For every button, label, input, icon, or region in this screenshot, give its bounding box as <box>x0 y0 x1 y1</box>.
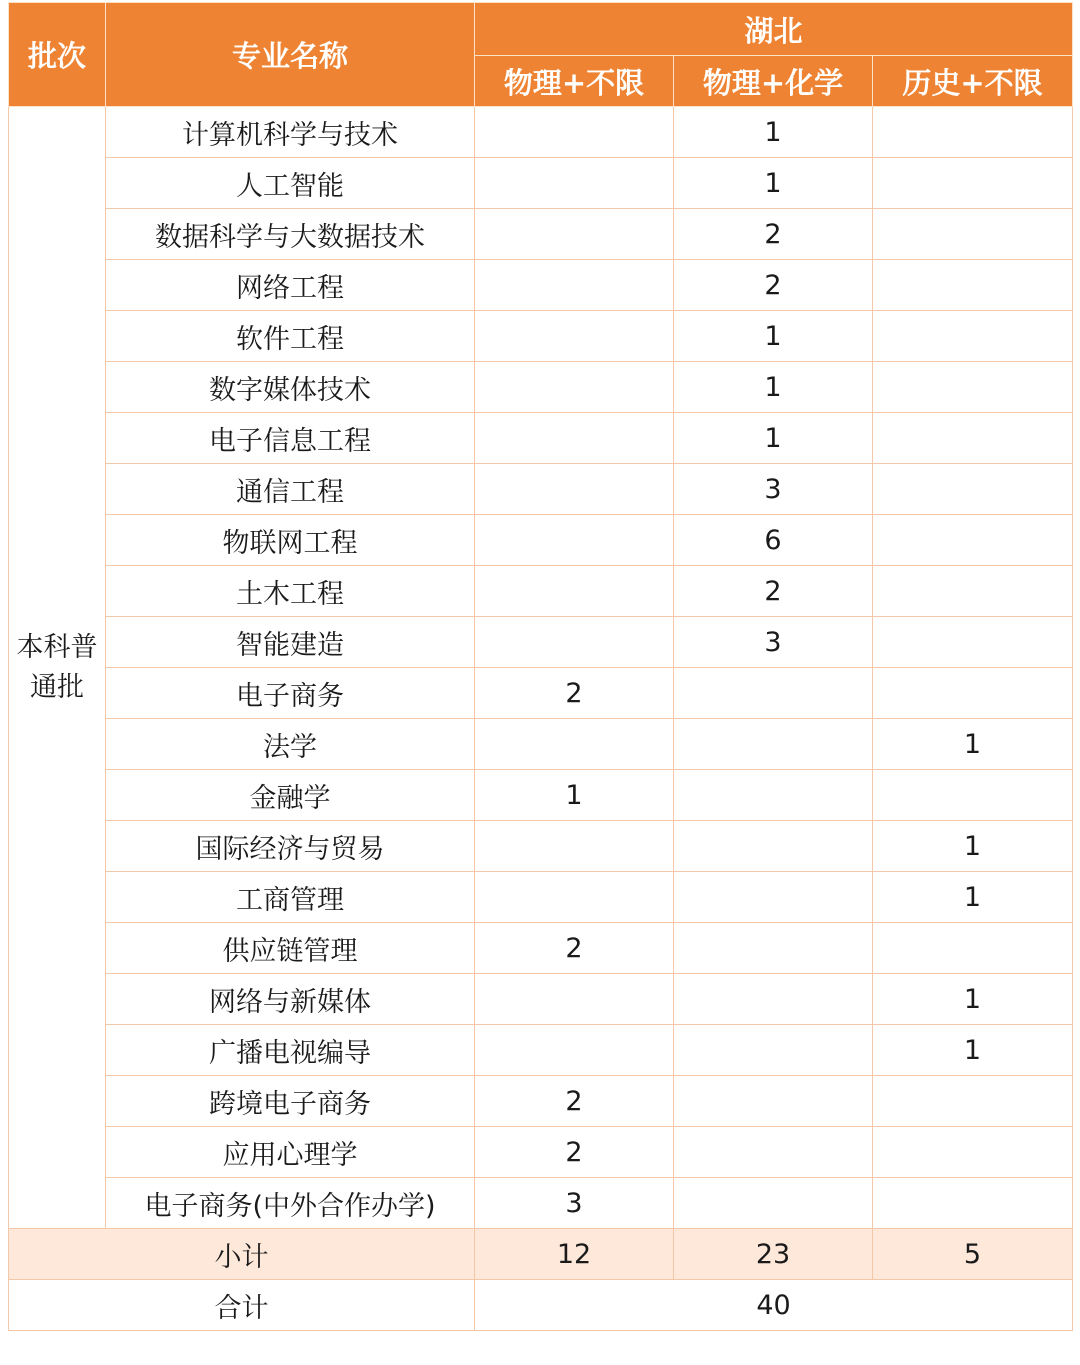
quota-cell: 2 <box>674 566 873 617</box>
quota-cell <box>475 566 674 617</box>
quota-cell <box>475 1025 674 1076</box>
quota-cell <box>674 1127 873 1178</box>
major-name-cell: 软件工程 <box>106 311 475 362</box>
quota-cell: 2 <box>475 668 674 719</box>
quota-cell <box>873 770 1073 821</box>
total-row <box>9 1280 1073 1331</box>
header-major: 专业名称 <box>106 3 475 107</box>
quota-cell <box>674 1025 873 1076</box>
table-row <box>9 413 1073 464</box>
major-name-cell: 工商管理 <box>106 872 475 923</box>
table-row <box>9 260 1073 311</box>
major-name-cell: 物联网工程 <box>106 515 475 566</box>
major-name-cell: 计算机科学与技术 <box>106 107 475 158</box>
subtotal-value: 12 <box>475 1229 674 1280</box>
table-row <box>9 1076 1073 1127</box>
quota-cell: 3 <box>674 617 873 668</box>
table-row <box>9 566 1073 617</box>
quota-cell: 2 <box>475 1127 674 1178</box>
table-row <box>9 1127 1073 1178</box>
quota-cell <box>475 974 674 1025</box>
major-name-cell: 土木工程 <box>106 566 475 617</box>
quota-cell <box>674 719 873 770</box>
table-row <box>9 668 1073 719</box>
table-row <box>9 311 1073 362</box>
quota-cell: 1 <box>873 821 1073 872</box>
subtotal-value: 5 <box>873 1229 1073 1280</box>
major-name-cell: 国际经济与贸易 <box>106 821 475 872</box>
quota-cell <box>674 1178 873 1229</box>
quota-cell <box>475 209 674 260</box>
total-label: 合计 <box>9 1280 475 1331</box>
subtotal-value: 23 <box>674 1229 873 1280</box>
quota-cell <box>475 362 674 413</box>
major-name-cell: 通信工程 <box>106 464 475 515</box>
table-row <box>9 617 1073 668</box>
quota-cell: 1 <box>873 974 1073 1025</box>
quota-cell <box>475 821 674 872</box>
batch-name: 本科普通批 <box>16 631 98 703</box>
major-name-cell: 数字媒体技术 <box>106 362 475 413</box>
quota-cell <box>475 260 674 311</box>
quota-cell: 1 <box>674 158 873 209</box>
quota-cell <box>873 107 1073 158</box>
quota-cell: 1 <box>475 770 674 821</box>
quota-cell <box>873 311 1073 362</box>
quota-cell: 3 <box>674 464 873 515</box>
quota-cell <box>674 974 873 1025</box>
table-row <box>9 464 1073 515</box>
quota-cell <box>475 413 674 464</box>
quota-cell <box>674 923 873 974</box>
major-name-cell: 金融学 <box>106 770 475 821</box>
quota-cell: 6 <box>674 515 873 566</box>
major-name-cell: 应用心理学 <box>106 1127 475 1178</box>
quota-cell <box>873 464 1073 515</box>
table-row <box>9 515 1073 566</box>
table-row <box>9 872 1073 923</box>
quota-cell: 2 <box>475 923 674 974</box>
quota-cell <box>873 1127 1073 1178</box>
quota-cell <box>475 158 674 209</box>
quota-cell: 1 <box>873 872 1073 923</box>
quota-cell <box>873 617 1073 668</box>
quota-cell <box>674 1076 873 1127</box>
major-name-cell: 人工智能 <box>106 158 475 209</box>
quota-cell <box>873 515 1073 566</box>
quota-cell <box>873 566 1073 617</box>
table-row <box>9 362 1073 413</box>
quota-cell <box>674 872 873 923</box>
major-name-cell: 跨境电子商务 <box>106 1076 475 1127</box>
major-name-cell: 广播电视编导 <box>106 1025 475 1076</box>
quota-cell: 1 <box>873 1025 1073 1076</box>
quota-cell <box>674 821 873 872</box>
quota-cell <box>873 1178 1073 1229</box>
table-row <box>9 158 1073 209</box>
table-row <box>9 1025 1073 1076</box>
quota-cell <box>475 107 674 158</box>
major-name-cell: 法学 <box>106 719 475 770</box>
major-name-cell: 网络工程 <box>106 260 475 311</box>
table-row <box>9 974 1073 1025</box>
quota-cell: 2 <box>674 260 873 311</box>
batch-name-cell <box>9 107 106 1229</box>
quota-cell <box>674 668 873 719</box>
quota-cell <box>475 719 674 770</box>
major-name-cell: 智能建造 <box>106 617 475 668</box>
quota-cell: 1 <box>873 719 1073 770</box>
quota-cell <box>873 158 1073 209</box>
subtotal-label: 小计 <box>9 1229 475 1280</box>
subtotal-row <box>9 1229 1073 1280</box>
quota-cell <box>873 260 1073 311</box>
quota-cell <box>873 668 1073 719</box>
header-subject-history-any: 历史+不限 <box>873 56 1073 107</box>
enrollment-plan-table <box>8 2 1073 1331</box>
major-name-cell: 电子商务(中外合作办学) <box>106 1178 475 1229</box>
header-subject-physics-any: 物理+不限 <box>475 56 674 107</box>
header-province: 湖北 <box>475 3 1073 56</box>
major-name-cell: 电子信息工程 <box>106 413 475 464</box>
quota-cell: 1 <box>674 413 873 464</box>
major-name-cell: 供应链管理 <box>106 923 475 974</box>
major-name-cell: 电子商务 <box>106 668 475 719</box>
table-row <box>9 719 1073 770</box>
quota-cell: 1 <box>674 362 873 413</box>
total-value: 40 <box>475 1280 1073 1331</box>
table-row <box>9 209 1073 260</box>
quota-cell: 3 <box>475 1178 674 1229</box>
quota-cell <box>873 1076 1073 1127</box>
header-batch: 批次 <box>9 3 106 107</box>
major-name-cell: 网络与新媒体 <box>106 974 475 1025</box>
header-subject-physics-chemistry: 物理+化学 <box>674 56 873 107</box>
quota-cell <box>475 515 674 566</box>
quota-cell: 1 <box>674 311 873 362</box>
quota-cell <box>873 209 1073 260</box>
quota-cell <box>674 770 873 821</box>
quota-cell: 2 <box>674 209 873 260</box>
quota-cell <box>873 413 1073 464</box>
table-row <box>9 821 1073 872</box>
table-row <box>9 923 1073 974</box>
table-row <box>9 107 1073 158</box>
quota-cell <box>873 362 1073 413</box>
quota-cell <box>475 617 674 668</box>
quota-cell: 2 <box>475 1076 674 1127</box>
quota-cell: 1 <box>674 107 873 158</box>
table-row <box>9 1178 1073 1229</box>
quota-cell <box>475 311 674 362</box>
quota-cell <box>475 464 674 515</box>
major-name-cell: 数据科学与大数据技术 <box>106 209 475 260</box>
quota-cell <box>475 872 674 923</box>
quota-cell <box>873 923 1073 974</box>
table-row <box>9 770 1073 821</box>
